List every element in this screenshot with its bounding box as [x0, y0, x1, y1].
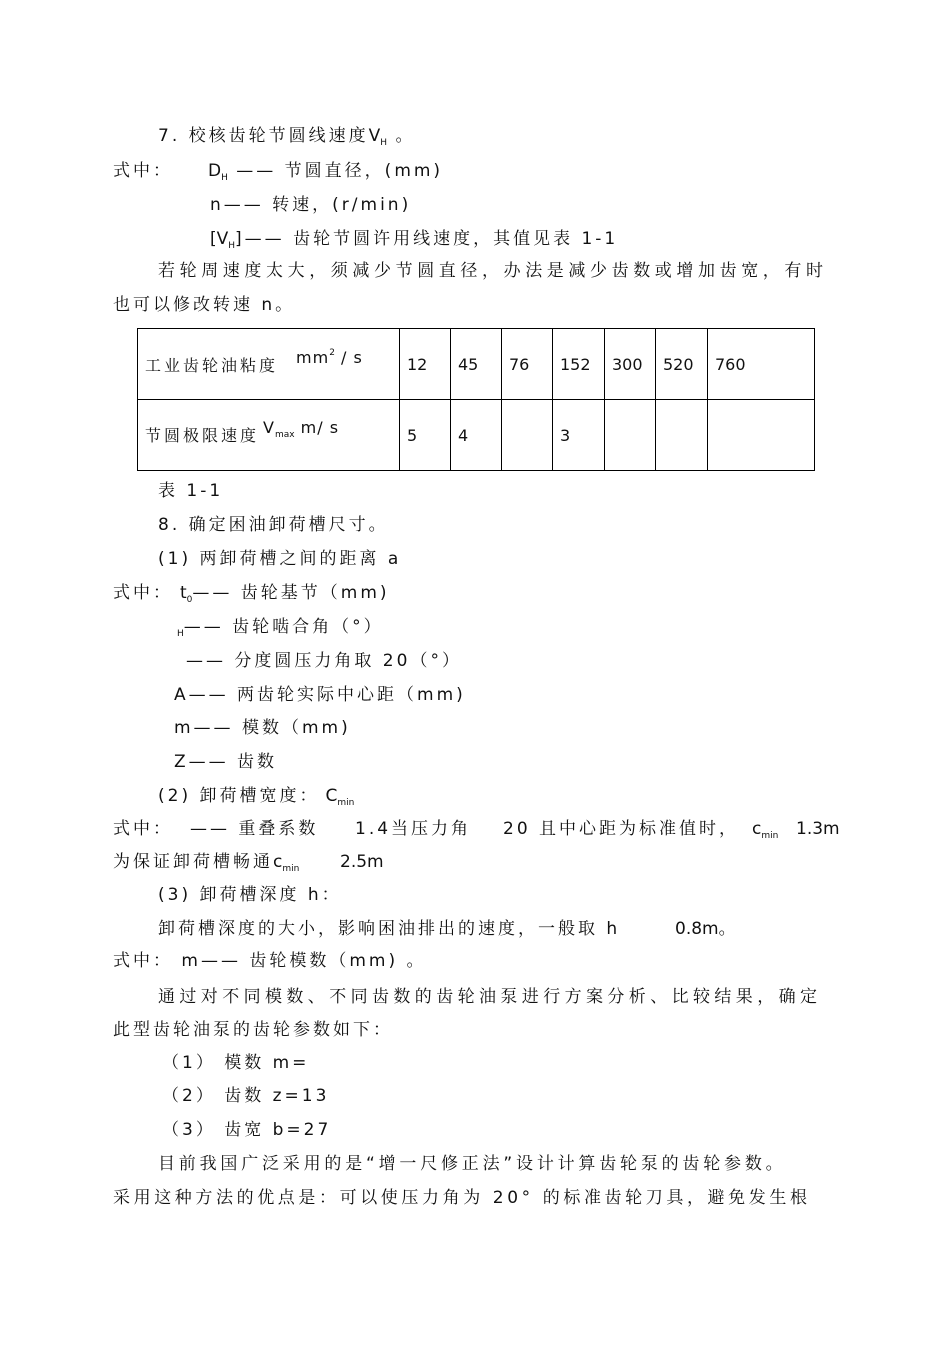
table-cell: [605, 400, 656, 471]
table-cell: [502, 400, 553, 471]
table-cell: [656, 400, 708, 471]
table-header-viscosity: 工业齿轮油粘度 $mm^2$ / s: [138, 329, 400, 400]
section-8-3: (3) 卸荷槽深度 h：: [158, 885, 342, 905]
param-teeth: （2） 齿数 z=13: [162, 1086, 330, 1106]
cmin-symbol-1: $c_{min}$: [752, 819, 779, 841]
symbol-t0-line: $t_0——$ 齿轮基节（mm): [180, 583, 390, 605]
symbol-A-line: A—— 两齿轮实际中心距（mm): [174, 685, 466, 705]
symbol-alpha-h-line: $_H$—— 齿轮啮合角（°）: [177, 617, 384, 639]
cmin-value-2: 2.5m: [340, 852, 384, 872]
paragraph-4-line-b: 此型齿轮油泵的齿轮参数如下：: [113, 1020, 393, 1040]
section-8-2: (2) 卸荷槽宽度： $C_{min}$: [158, 786, 355, 808]
table-cell: 76: [502, 329, 553, 400]
paragraph-2: 为保证卸荷槽畅通$c_{min}$: [113, 852, 300, 874]
viscosity-speed-table: [137, 328, 815, 471]
symbol-n-line: n—— 转速，(r/min): [210, 195, 412, 215]
table-cell: [708, 400, 815, 471]
where-label-4: 式中： m—— 齿轮模数（mm) 。: [113, 951, 427, 971]
table-header-speed: 节圆极限速度 $V_{max}$ m/ s: [138, 400, 400, 471]
symbol-m-line: m—— 模数（mm): [174, 718, 351, 738]
section-8-1: (1) 两卸荷槽之间的距离 a: [158, 549, 402, 569]
table-cell: 45: [451, 329, 502, 400]
table-cell: 300: [605, 329, 656, 400]
symbol-alpha-line: —— 分度圆压力角取 20（°）: [186, 651, 462, 671]
table-row-speed: [138, 400, 815, 471]
symbol-Z-line: Z—— 齿数: [174, 752, 278, 772]
cmin-value-1: 1.3m: [796, 819, 840, 839]
paragraph-1-line-b: 也可以修改转速 n。: [113, 295, 296, 315]
table-caption: 表 1-1: [158, 481, 224, 501]
paragraph-5-line-b: 采用这种方法的优点是：可以使压力角为 20° 的标准齿轮刀具，避免发生根: [113, 1188, 811, 1208]
symbol-vh-line: $[V_H]——$ 齿轮节圆许用线速度，其值见表 1-1: [210, 229, 619, 251]
table-row-viscosity: [138, 329, 815, 400]
depth-value: 0.8m。: [675, 919, 736, 939]
paragraph-5-line-a: 目前我国广泛采用的是“增一尺修正法”设计计算齿轮泵的齿轮参数。: [158, 1154, 787, 1174]
overlap-coefficient-text: —— 重叠系数: [190, 819, 319, 839]
table-cell: 5: [400, 400, 451, 471]
paragraph-1-line-a: 若轮周速度太大，须减少节圆直径，办法是减少齿数或增加齿宽，有时: [158, 261, 828, 281]
table-cell: 3: [553, 400, 605, 471]
table-cell: 760: [708, 329, 815, 400]
table-cell: 152: [553, 329, 605, 400]
param-width: （3） 齿宽 b=27: [162, 1120, 332, 1140]
table-cell: 12: [400, 329, 451, 400]
section-7-title: 7. 校核齿轮节圆线速度$V_H$ 。: [158, 126, 416, 148]
symbol-dh-line: $D_H$ —— 节圆直径，(mm): [208, 161, 444, 183]
pressure-angle-text: 1.4当压力角: [355, 819, 472, 839]
paragraph-4-line-a: 通过对不同模数、不同齿数的齿轮油泵进行方案分析、比较结果，确定: [158, 987, 822, 1007]
table-cell: 520: [656, 329, 708, 400]
where-label-3: 式中：: [113, 819, 173, 839]
where-label-2: 式中：: [113, 583, 173, 603]
center-distance-text: 20 且中心距为标准值时，: [503, 819, 740, 839]
paragraph-3: 卸荷槽深度的大小，影响困油排出的速度，一般取 h: [158, 919, 621, 939]
table-cell: 4: [451, 400, 502, 471]
section-8-title: 8. 确定困油卸荷槽尺寸。: [158, 515, 389, 535]
where-label-1: 式中：: [113, 161, 173, 181]
param-module: （1） 模数 m=: [162, 1053, 310, 1073]
